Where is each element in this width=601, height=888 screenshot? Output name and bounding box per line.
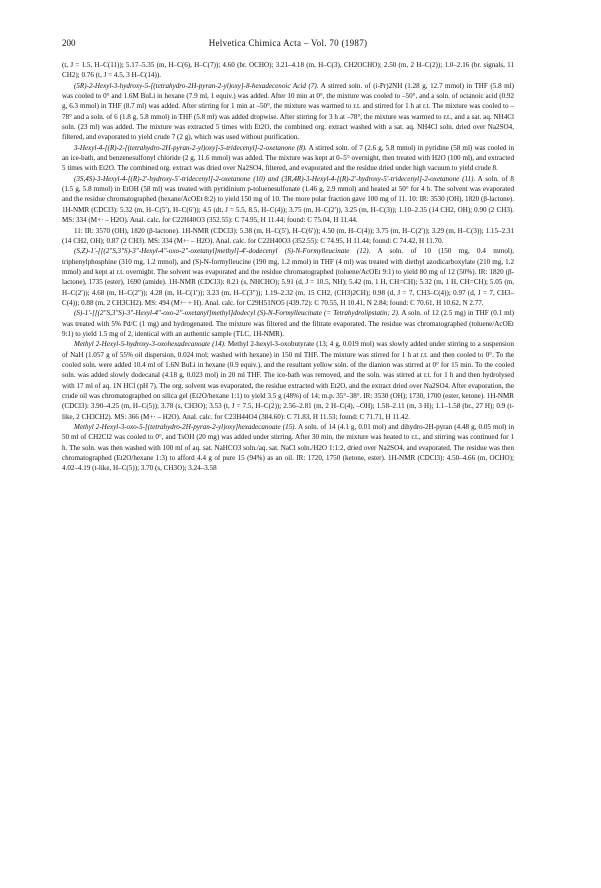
- journal-title: Helvetica Chimica Acta – Vol. 70 (1987): [208, 38, 368, 48]
- compound-title: Methyl 2-Hexyl-5-hydroxy-3-oxohexadecanoate (14).: [74, 340, 226, 349]
- compound-title: (3S,4S)-3-Hexyl-4-[(R)-2′-hydroxy-5′-tridecenyl]-2-oxetanone (10) and (3R,4R)-3-Hexyl-4-[(R)-2′-hydroxy-5′-tridecenyl]-2-oxetanone (11).: [74, 174, 476, 183]
- paragraph-compound-7: [62, 81, 514, 143]
- paragraph-text: A soln. of 8 (1.5 g, 5.8 mmol) in EtOH (58 ml) was treated with pyridinium p-toluenesulfonate (1.46 g, 2.9 mmol) and heated at 50° for 4 h. The solvent was evaporated and the residue chromatographed (hexane/AcOEt 8:2) to yield 150 mg of 10. The more polar fraction gave 100 mg of 11. 10: IR: 3530 (OH), 1820 (β-lactone). 1H-NMR (CDCl3): 5.32 (m, H–C(5′), H–C(6′)); 4.5 (dt, J = 5.5, 8.5, H–C(4)); 3.75 (m, H–C(2′)), 3.25 (m, H–C(3)); 1.10–2.35 (14 CH2, OH); 0.90 (2 CH3). MS: 334 (M+· – H2O). Anal. calc. for C22H40O3 (352.55): C 74.95, H 11.44; found: C 75.04, H 11.44.: [62, 174, 514, 225]
- paragraph-compound-8: [62, 143, 514, 174]
- compound-title: Methyl 2-Hexyl-3-oxo-5-[(tetrahydro-2H-pyran-2-yl)oxy]hexadecanoate (15).: [74, 423, 297, 432]
- paragraph-compound-11-data: [62, 226, 514, 247]
- paragraph-text: 11: IR: 3570 (OH), 1820 (β-lactone). 1H-NMR (CDCl3): 5.38 (m, H–C(5′), H–C(6′)); 4.50 (m, H–C(4)); 3.75 (m, H–C(2′)); 3.29 (m, H–C(3)); 1.15–2.31 (14 CH2, OH); 0.87 (2 CH3). MS: 334 (M+· – H2O). Anal. calc. for C22H40O3 (352.55): C 74.95, H 11.44; found: C 74.42, H 11.70.: [62, 226, 514, 245]
- paragraph-compound-2: [62, 308, 514, 339]
- paragraph-compounds-10-11: [62, 174, 514, 226]
- paragraph-text: Methyl 2-hexyl-3-oxobutyrate (13; 4 g, 0.019 mol) was slowly added under stirring to a suspension of NaH (1.057 g of 55% oil dispersion, 0.024 mol; washed with hexane) in 150 ml THF. The mixture was stirred for 1 h at r.t. and then cooled to 0°. To the cooled soln. were added 10.4 ml of 1.6N BuLi in hexane (0.9 equiv.), and the resultant yellow soln. of the dianion was stirred at 0° for 15 min. To the cooled soln. was added slowly dodecanal (4.18 g, 0.023 mol) in 20 ml THF. The ice-bath was removed, and the soln. was stirred at r.t. for 1 h and then hydrolysed with 17 ml of aq. 1N HCl (pH 7). The org. solvent was evaporated, the residue extracted with Et2O, and the extract dried over Na2SO4. After evaporation, the crude oil was chromatographed on silica gel (Et2O/hexane 1:1) to yield 3.5 g (48%) of 14; m.p. 35°–38°. IR: 3530 (OH); 1730, 1700 (ester, ketone). 1H-NMR (CDCl3): 3.90–4.25 (m, H–C(5)); 3.78 (s, CH3O); 3.53 (t, J = 7.5, H–C(2)); 2.56–2.81 (m, 2 H–C(4), –OH); 1.58–2.11 (m, 3 H); 1.1–1.58 (br., 27 H); 0.9 (t-like, 2 CH3CH2). MS: 366 (M+· – H2O). Anal. calc. for C23H44O4 (384.60): C 71.83, H 11.53; found: C 71.71, H 11.42.: [62, 340, 514, 421]
- paragraph-text: (t, J = 1.5, H–C(11)); 5.17–5.35 (m, H–C(6), H–C(7)); 4.60 (br. OCHO); 3.21–4.18 (m, H–C(3), CH2OCHO); 2.50 (m, 2 H–C(2)); 1.0–2.16 (br. signals, 11 CH2); 0.76 (t, J = 4.5, 3 H–C(14)).: [62, 61, 514, 80]
- compound-title: (5R)-2-Hexyl-3-hydroxy-5-[(tetrahydro-2H-pyran-2-yl)oxy]-8-hexadecenoic Acid (7).: [74, 81, 319, 90]
- compound-title: (S)-1′-[[(2″S,3″S)-3″-Hexyl-4″-oxo-2″-oxetanyl]methyl]dodecyl (S)-N-Formylleucinate (= Tetrahydrolipstatin; 2).: [74, 309, 400, 318]
- compound-title: (S,Z)-1′-[[(2″S,3″S)-3″-Hexyl-4″-oxo-2″-oxetanyl]methyl]-4′-dodecenyl (S)-N-Formylleucinate (12).: [74, 247, 371, 256]
- paragraph-text: A soln. of 12 (2.5 mg) in THF (0.1 ml) was treated with 5% Pd/C (1 mg) and hydrogenated. The mixture was filtered and the filtrate evaporated. The residue was chromatographed (toluene/AcOEt 9:1) to yield 1.5 mg of 2, identical with an authentic sample (TLC, 1H-NMR).: [62, 309, 514, 338]
- paragraph-compound-15: [62, 422, 514, 474]
- paragraph-compound-14: [62, 339, 514, 422]
- paragraph-text: A soln. of 14 (4.1 g, 0.01 mol) and dihydro-2H-pyran (4.48 g, 0.05 mol) in 50 ml of CH2Cl2 was cooled to 0°, and TsOH (20 mg) was added under stirring. After 30 min, the mixture was heated to r.t., and stirring was continued for 1 h. The soln. was then washed with 100 ml of aq. sat. NaHCO3 soln./aq. sat. NaCl soln./H2O 1:1:2, dried over Na2SO4, and evaporated. The residue was then chromatographed (Et2O/hexane 1:3) to afford 4.4 g of pure 15 (94%) as an oil. IR: 1720, 1750 (ketone, ester). 1H-NMR (CDCl3): 4.50–4.66 (m, OCHO); 4.02–4.19 (t-like, H–C(5)); 3.70 (s, CH3O); 3.24–3.58: [62, 423, 515, 473]
- paragraph-text: A soln. of 10 (150 mg, 0.4 mmol), triphenylphosphine (310 mg, 1.2 mmol), and (S)-N-formylleucine (190 mg, 1.2 mmol) in THF (4 ml) was treated with diethyl azodicarboxylate (210 mg, 1.2 mmol) and kept at r.t. overnight. The solvent was evaporated and the residue chromatographed (toluene/AcOEt 9:1) to yield 80 mg of 12 (50%). IR: 1820 (β-lactone), 1735 (ester), 1690 (amide). 1H-NMR (CDCl3): 8.21 (s, NHCHO); 5.91 (d, J = 10.5, NH); 5.42 (m, 1 H, CH=CH); 5.32 (m, 1 H, CH=CH); 5.05 (m, H–C(2′)); 4.68 (m, H–C(2″)); 4.28 (m, H–C(1′)); 3.23 (m, H–C(3″)); 1.19–2.32 (m, 15 CH2, (CH3)2CH); 0.98 (d, J = 7, CH3–C(4)); 0.97 (d, J = 7, CH3–C(4)); 0.88 (m, 2 CH3CH2). MS: 494 (M+· + H). Anal. calc. for C29H51NO5 (439.72): C 70.55, H 10.41, N 2.84; found: C 70.61, H 10.62, N 2.77.: [62, 247, 515, 307]
- paragraph-nmr-continuation: [62, 60, 514, 81]
- page-header: [62, 38, 514, 52]
- compound-title: 3-Hexyl-4-[(R)-2-[(tetrahydro-2H-pyran-2-yl)oxy]-5-tridecenyl]-2-oxetanone (8).: [74, 143, 307, 152]
- paragraph-text: A stirred soln. of 7 (2.6 g, 5.8 mmol) in pyridine (58 ml) was cooled in an ice-bath, and benzenesulfonyl chloride (2 g, 11.6 mmol) was added. The mixture was kept at 0–5° overnight, then treated with H2O (100 ml), and extracted 5 times with Et2O. The combined org. extract was dried over Na2SO4, filtered, and evaporated and the residue dried under high vacuum to yield crude 8.: [62, 143, 514, 173]
- paragraph-compound-12: [62, 246, 514, 308]
- body-text: [62, 60, 514, 474]
- page-number: 200: [62, 38, 76, 48]
- paragraph-text: A stirred soln. of (i-Pr)2NH (1.28 g, 12.7 mmol) in THF (5.8 ml) was cooled to 0° and 1.6M BuLi in hexane (7.9 ml, 1 equiv.) was added. After 10 min at 0°, the mixture was cooled to –50°, and a soln. of octanoic acid (0.92 g, 6.3 mmol) in THF (8.7 ml) was added. After stirring for 1 min at –50°, the mixture was warmed to r.t. and stirred for 1 h at r.t. The mixture was cooled to –78° and a soln. of 6 (1.8 g, 5.8 mmol) in THF (5.8 ml) was added dropwise. After stirring for 3 h at –78°, the mixture was warmed to r.t., and a sat. aq. NH4Cl soln. (23 ml) was added. The mixture was extracted 5 times with Et2O, the combined org. extract washed with a sat. aq. NH4Cl soln. dried over Na2SO4, filtered, and evaporated to yield crude 7 (2 g), which was used without purification.: [62, 81, 515, 142]
